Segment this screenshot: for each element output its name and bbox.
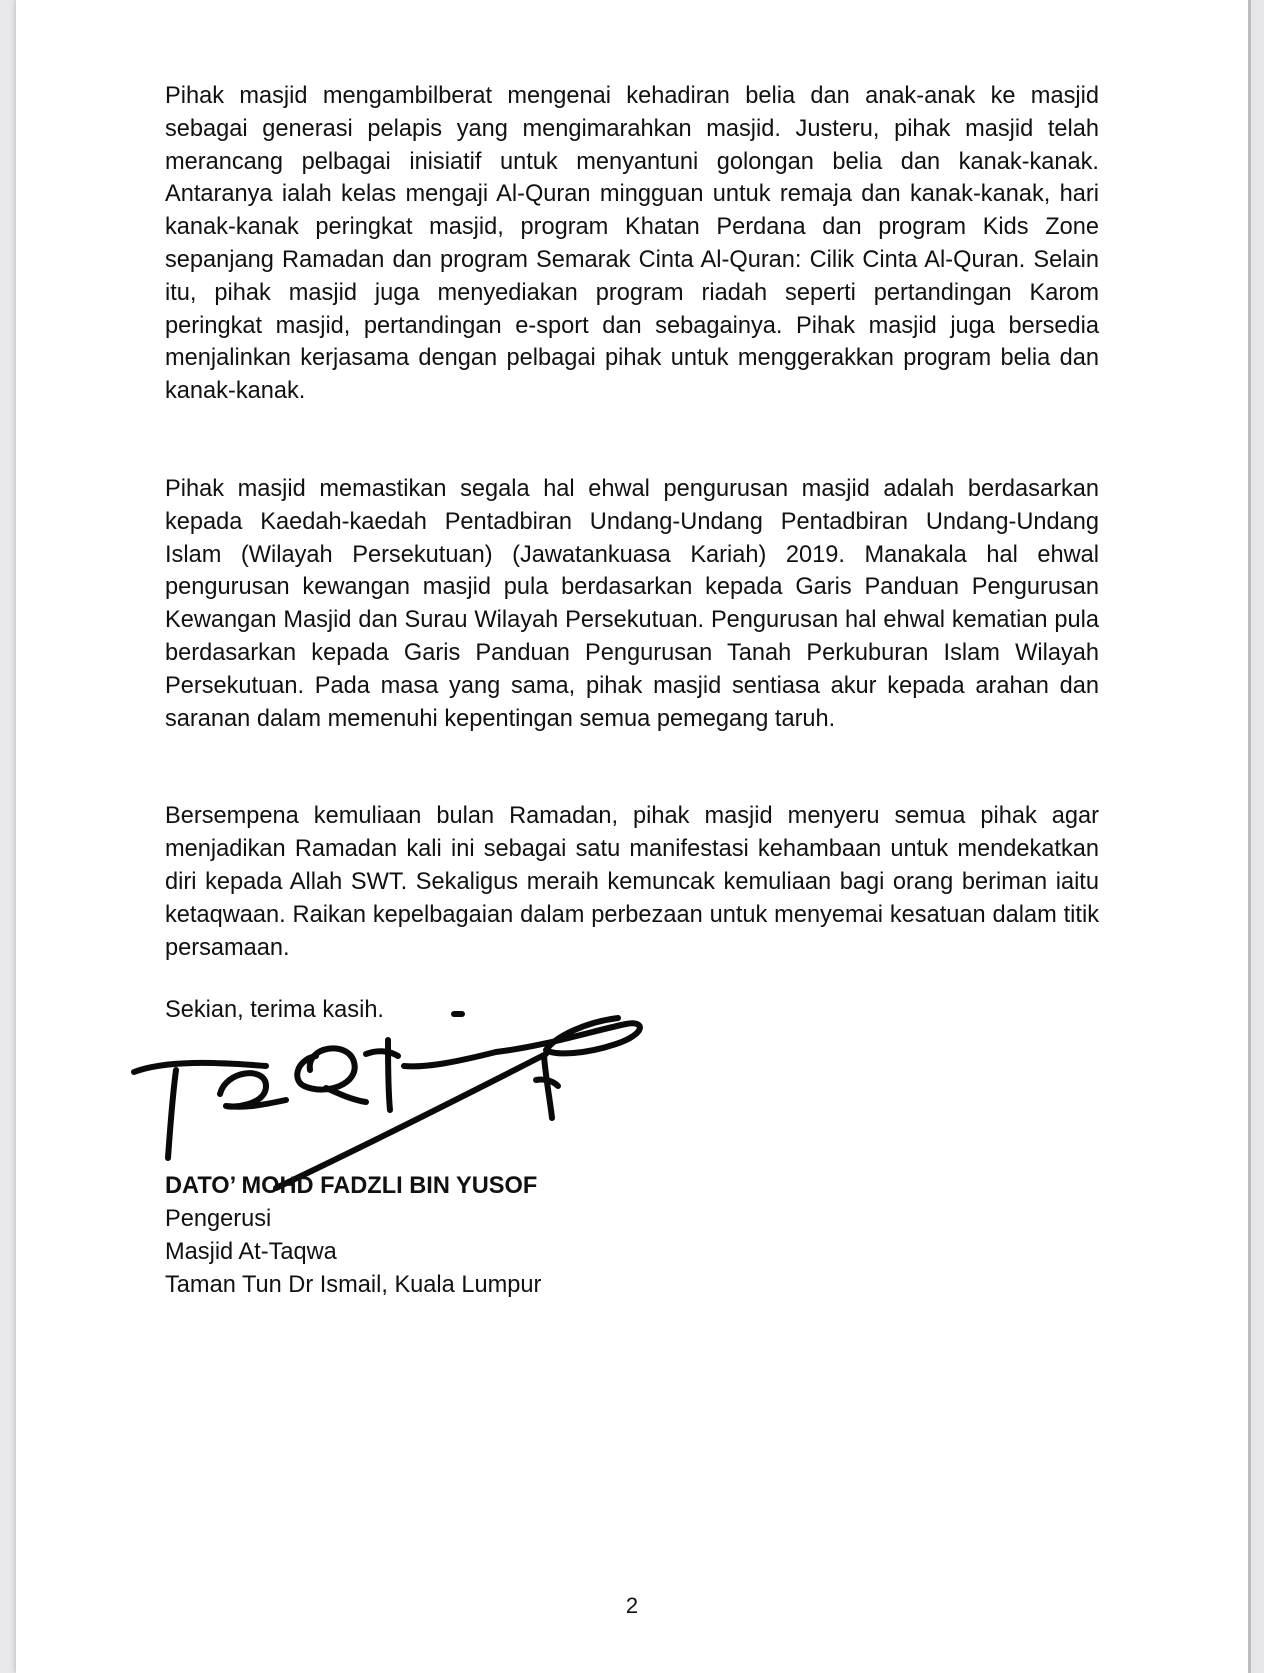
body-text	[165, 80, 1099, 964]
signatory-position: Pengerusi	[165, 1206, 272, 1232]
paragraph-youth-programs: Pihak masjid mengambilberat mengenai kehadiran belia dan anak-anak ke masjid sebagai generasi pelapis yang mengimarahkan masjid. Justeru, pihak masjid telah merancang pelbagai inisiatif untuk menyantuni golongan belia dan kanak-kanak. Antaranya ialah kelas mengaji Al-Quran mingguan untuk remaja dan kanak-kanak, hari kanak-kanak peringkat masjid, program Khatan Perdana dan program Kids Zone sepanjang Ramadan dan program Semarak Cinta Al-Quran: Cilik Cinta Al-Quran. Selain itu, pihak masjid juga menyediakan program riadah seperti pertandingan Karom peringkat masjid, pertandingan e-sport dan sebagainya. Pihak masjid juga bersedia menjalinkan kerjasama dengan pelbagai pihak untuk menggerakkan program belia dan kanak-kanak.	[165, 83, 1099, 405]
signatory-organization: Masjid At-Taqwa	[165, 1239, 337, 1265]
page-number: 2	[625, 1593, 639, 1618]
signatory-location: Taman Tun Dr Ismail, Kuala Lumpur	[165, 1272, 542, 1298]
viewer-scroll-edge[interactable]	[1248, 0, 1264, 1673]
paragraph-ramadan-message: Bersempena kemuliaan bulan Ramadan, pihak masjid menyeru semua pihak agar menjadikan Ramadan kali ini sebagai satu manifestasi kehambaan untuk mendekatkan diri kepada Allah SWT. Sekaligus meraih kemuncak kemuliaan bagi orang beriman iaitu ketaqwaan. Raikan kepelbagaian dalam perbezaan untuk menyemai kesatuan dalam titik persamaan.	[165, 803, 1099, 961]
paragraph-administration: Pihak masjid memastikan segala hal ehwal pengurusan masjid adalah berdasarkan kepada Kaedah-kaedah Pentadbiran Undang-Undang Pentadbiran Undang-Undang Islam (Wilayah Persekutuan) (Jawatankuasa Kariah) 2019. Manakala hal ehwal pengurusan kewangan masjid pula berdasarkan kepada Garis Panduan Pengurusan Kewangan Masjid dan Surau Wilayah Persekutuan. Pengurusan hal ehwal kematian pula berdasarkan kepada Garis Panduan Pengurusan Tanah Perkuburan Islam Wilayah Persekutuan. Pada masa yang sama, pihak masjid sentiasa akur kepada arahan dan saranan dalam memenuhi kepentingan semua pemegang taruh.	[165, 475, 1099, 732]
signatory-name: DATO’ MOHD FADZLI BIN YUSOF	[165, 1173, 538, 1199]
closing-line: Sekian, terima kasih.	[165, 997, 384, 1023]
document-page	[16, 0, 1248, 1673]
viewer-scroll-edge-line	[1248, 0, 1251, 1673]
signatory-block	[165, 1170, 541, 1302]
